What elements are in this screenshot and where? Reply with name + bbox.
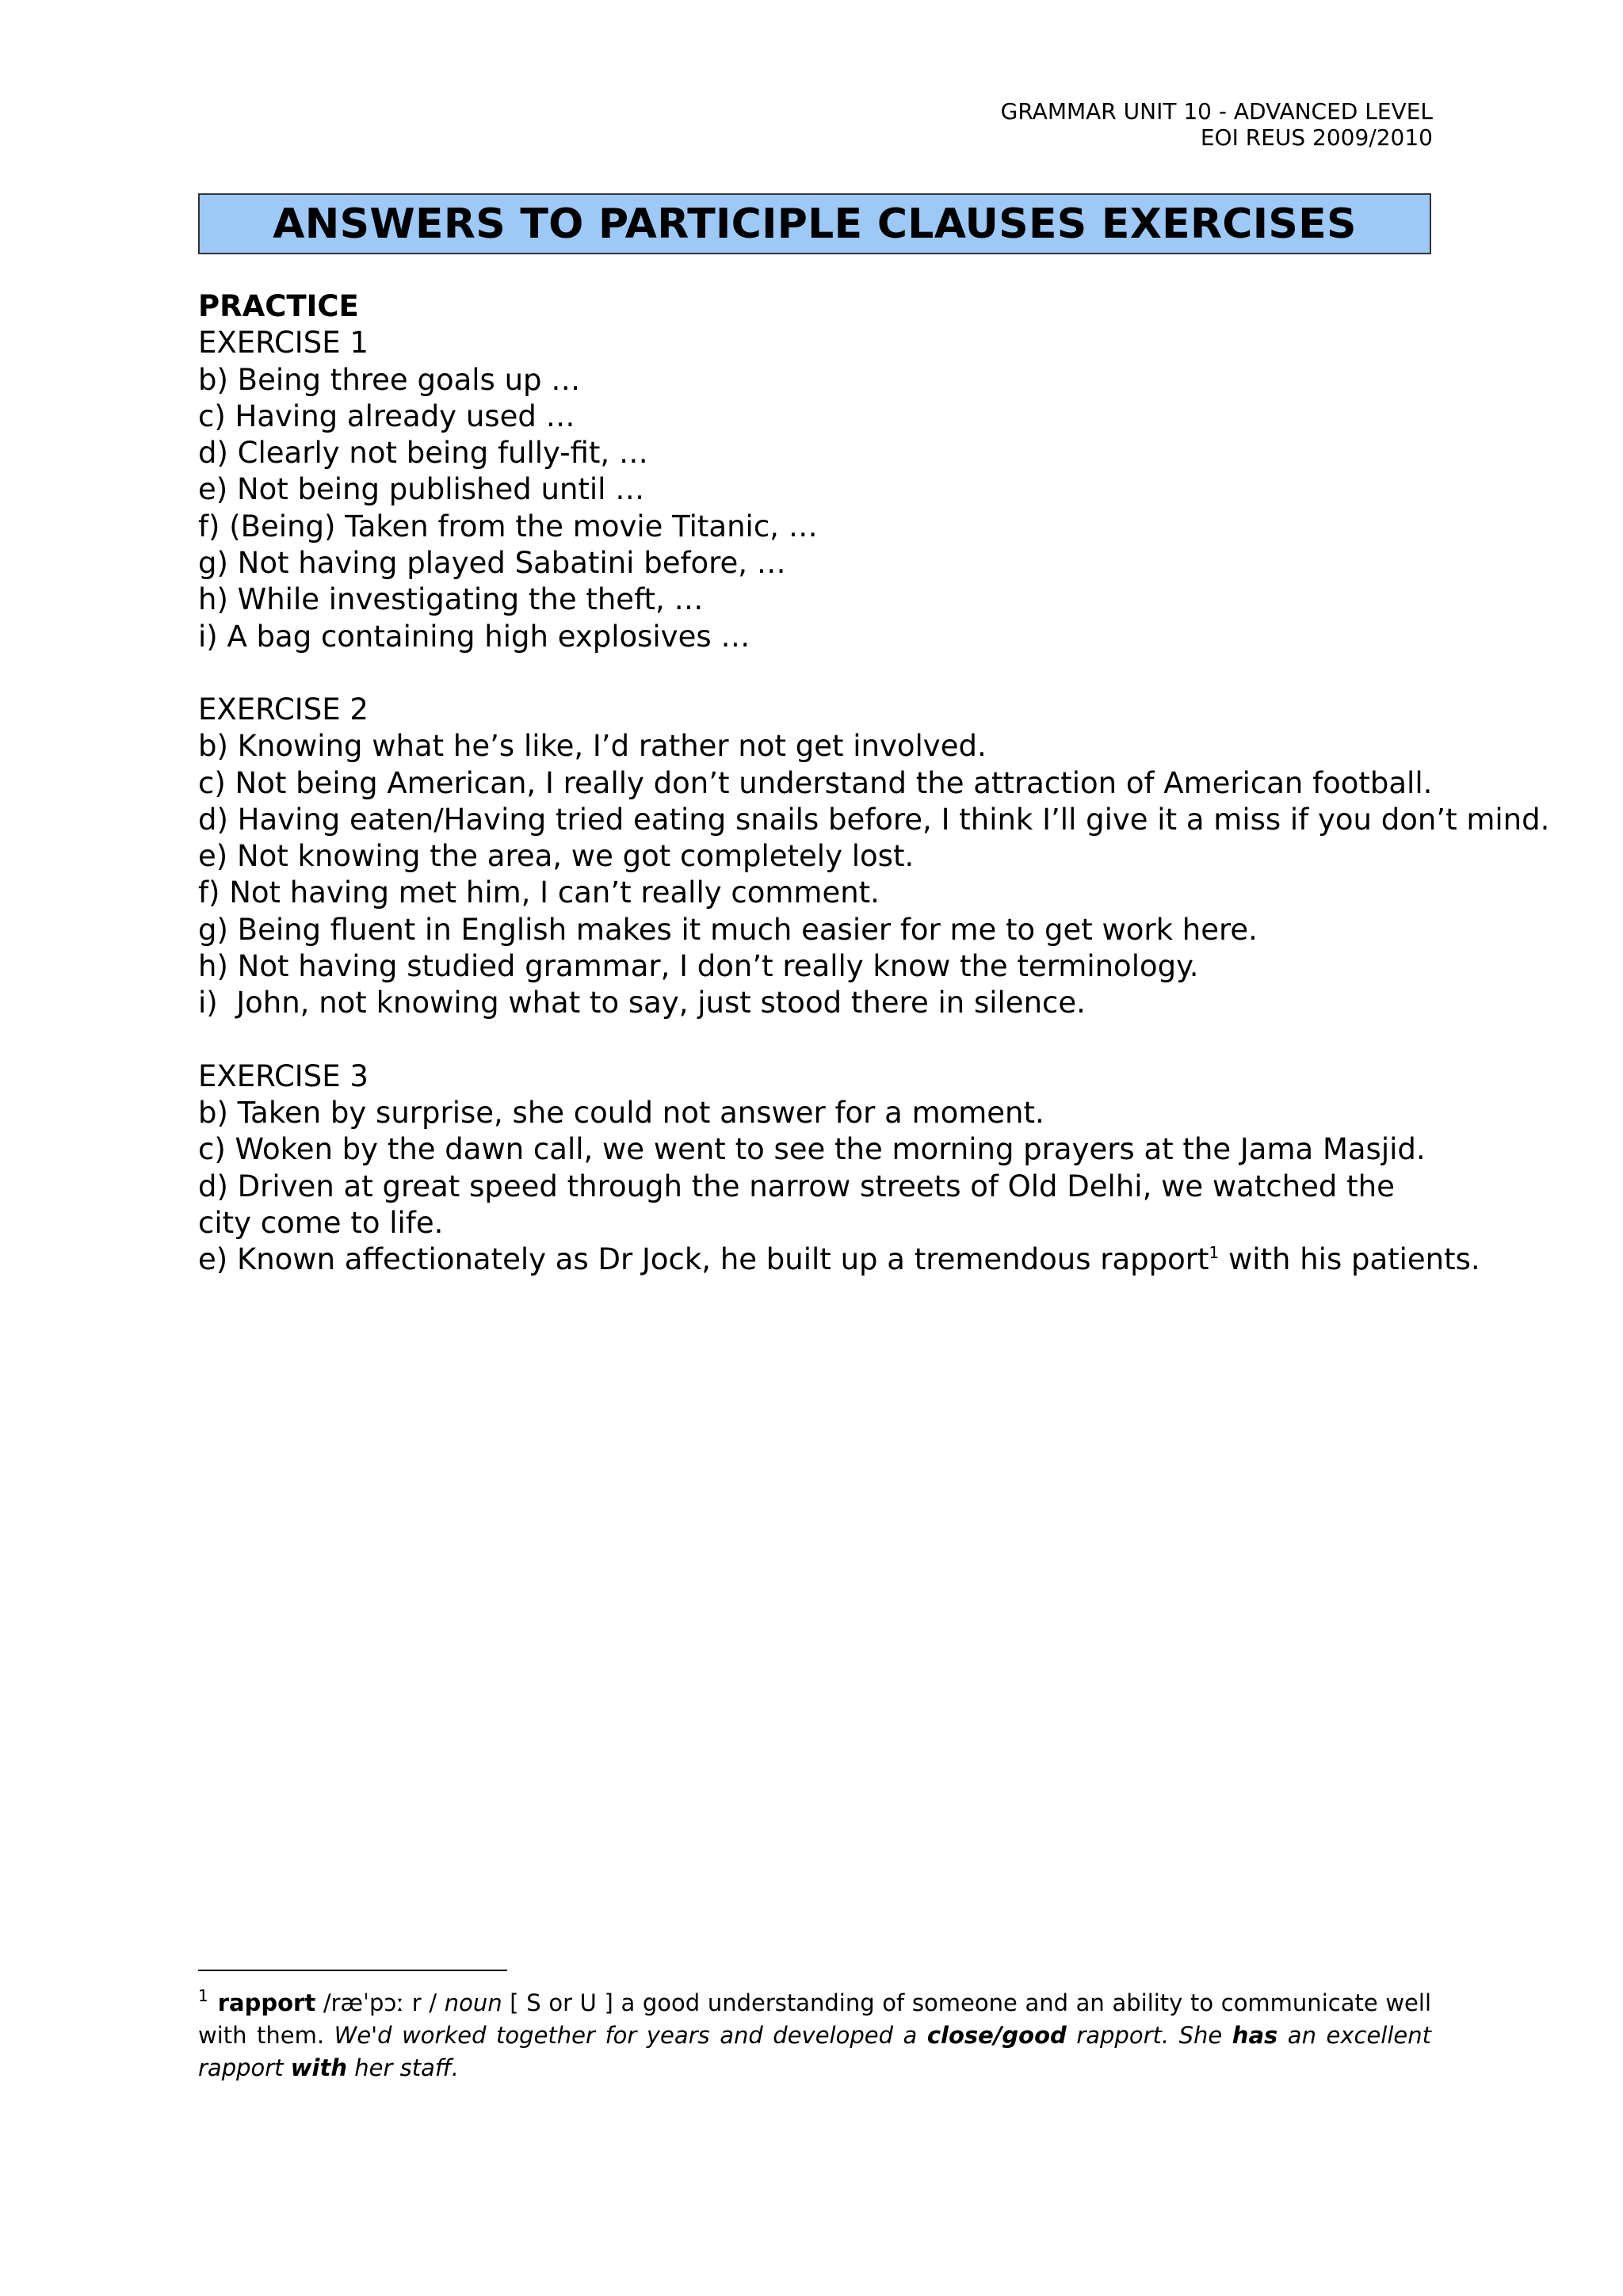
answer-item: f) (Being) Taken from the movie Titanic, … (198, 509, 818, 543)
example-text: We'd worked together for years and developed a (334, 2022, 927, 2049)
exercise-heading: EXERCISE 1 (198, 326, 369, 360)
example-collocation: with (290, 2054, 348, 2081)
practice-heading: PRACTICE (198, 289, 359, 323)
answer-item: b) Being three goals up … (198, 362, 581, 397)
exercise-heading: EXERCISE 2 (198, 692, 369, 727)
footnote-definition: [ S or U ] a good understanding of someone and an ability to communicate well with them. (198, 1989, 1431, 2049)
exercise-heading: EXERCISE 3 (198, 1058, 369, 1093)
footnote-part-of-speech: noun (444, 1989, 502, 2016)
header-unit-title: GRAMMAR UNIT 10 - ADVANCED LEVEL (1000, 98, 1433, 124)
answer-text: e) Known affectionately as Dr Jock, he built up a tremendous rapport (198, 1242, 1209, 1277)
footnote-term: rapport (217, 1989, 316, 2016)
example-collocation: close/good (926, 2022, 1067, 2049)
answer-item: f) Not having met him, I can’t really comment. (198, 875, 880, 910)
answer-text: with his patients. (1219, 1242, 1480, 1277)
exercise-2-section (198, 692, 1550, 1022)
answer-item: e) Not being published until … (198, 472, 645, 507)
example-text: rapport. She (1066, 2022, 1232, 2049)
example-collocation: has (1232, 2022, 1278, 2049)
exercise-1-section (198, 325, 1434, 655)
title-banner (198, 193, 1431, 254)
section-spacer (198, 655, 1434, 692)
answer-item: e) Not knowing the area, we got completely lost. (198, 839, 915, 874)
answer-item: d) Having eaten/Having tried eating snails before, I think I’ll give it a miss if you don’t mind. (198, 802, 1550, 837)
answer-item: h) While investigating the theft, … (198, 582, 704, 617)
answer-item: c) Having already used … (198, 399, 575, 433)
footnote-pronunciation: /ræˈpɔː r / (315, 1989, 445, 2016)
footnote-separator (198, 1970, 507, 1971)
exercise-3-section (198, 1058, 1480, 1279)
answer-item: d) Clearly not being fully-fit, … (198, 436, 648, 471)
footnote-number: 1 (198, 1986, 208, 2005)
footnote-example (198, 2022, 1431, 2081)
answer-item: g) Being fluent in English makes it much easier for me to get work here. (198, 912, 1258, 947)
footnote (198, 1987, 1431, 2084)
header-school-year: EOI REUS 2009/2010 (1200, 124, 1433, 151)
footnote-reference[interactable]: 1 (1209, 1243, 1220, 1263)
answer-item: h) Not having studied grammar, I don’t really know the terminology. (198, 949, 1199, 984)
answer-item: c) Woken by the dawn call, we went to see the morning prayers at the Jama Masjid. (198, 1132, 1426, 1167)
example-text: her staff. (347, 2054, 459, 2081)
answer-item: i) A bag containing high explosives … (198, 619, 750, 654)
answer-item: d) Driven at great speed through the narrow streets of Old Delhi, we watched the city come to life. (198, 1169, 1395, 1240)
answer-item: b) Taken by surprise, she could not answer for a moment. (198, 1095, 1044, 1130)
answers-body (198, 288, 1550, 1278)
section-spacer (198, 1022, 1434, 1058)
answer-item: c) Not being American, I really don’t understand the attraction of American football. (198, 765, 1433, 800)
answer-item (198, 1241, 1480, 1278)
page-title: ANSWERS TO PARTICIPLE CLAUSES EXERCISES (273, 200, 1357, 248)
page-header (1001, 98, 1433, 151)
example-text: an excellent rapport (198, 2022, 1431, 2081)
answer-item: g) Not having played Sabatini before, … (198, 546, 786, 581)
answer-item: b) Knowing what he’s like, I’d rather not get involved. (198, 729, 987, 764)
answer-item: i) John, not knowing what to say, just stood there in silence. (198, 986, 1086, 1020)
